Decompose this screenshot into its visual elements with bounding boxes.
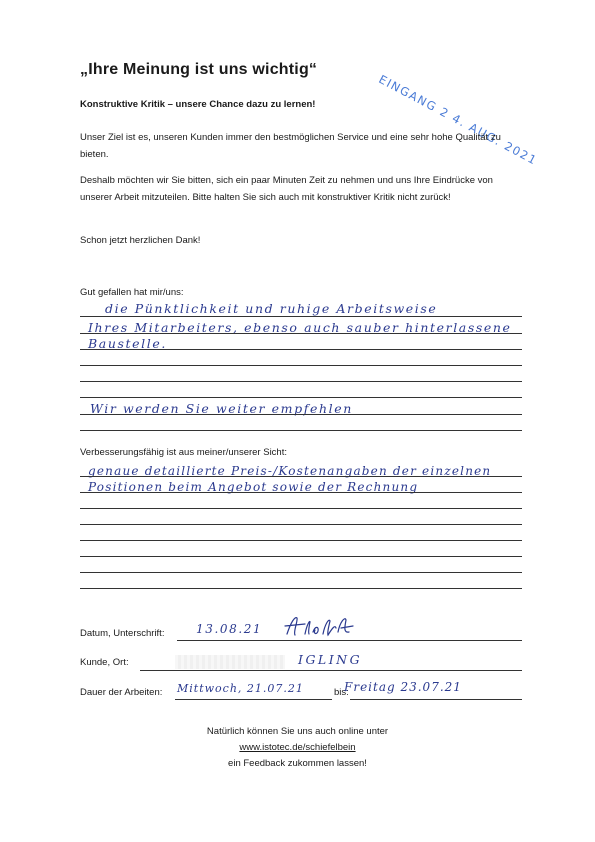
signature-image [283, 612, 358, 642]
improvement-label: Verbesserungsfähig ist aus meiner/unserer Sicht: [80, 447, 287, 458]
writing-line [80, 430, 522, 431]
writing-line [80, 556, 522, 557]
writing-line [80, 397, 522, 398]
writing-line [80, 333, 522, 334]
duration-from-line[interactable] [175, 699, 332, 700]
positive-line-2: Ihres Mitarbeiters, ebenso auch sauber hinterlassene [88, 320, 512, 335]
duration-label: Dauer der Arbeiten: [80, 687, 163, 698]
customer-place-line[interactable] [140, 670, 522, 671]
writing-line [80, 365, 522, 366]
writing-line [80, 524, 522, 525]
page-title: „Ihre Meinung ist uns wichtig“ [80, 61, 318, 78]
redacted-area [175, 655, 285, 669]
duration-from-value: Mittwoch, 21.07.21 [177, 682, 304, 695]
improve-line-2: Positionen beim Angebot sowie der Rechnung [88, 480, 419, 494]
positive-line-1: die Pünktlichkeit und ruhige Arbeitsweise [105, 301, 438, 316]
writing-line [80, 414, 522, 415]
writing-line [80, 540, 522, 541]
intro-paragraph: Unser Ziel ist es, unseren Kunden immer den bestmöglichen Service und eine sehr hohe Qualität zu bieten. [80, 132, 501, 160]
until-label: bis: [334, 687, 349, 698]
writing-line [80, 381, 522, 382]
writing-line [80, 492, 522, 493]
received-stamp: EINGANG 2 4. AUG. 2021 [376, 72, 540, 168]
writing-line [80, 572, 522, 573]
page-subtitle: Konstruktive Kritik – unsere Chance dazu zu lernen! [80, 99, 316, 110]
duration-to-value: Freitag 23.07.21 [344, 680, 462, 694]
writing-line [80, 588, 522, 589]
date-value: 13.08.21 [196, 622, 263, 636]
feedback-link[interactable]: www.istotec.de/schiefelbein [239, 742, 356, 753]
footer-line-1: Natürlich können Sie uns auch online unter [206, 726, 389, 737]
positive-line-4: Wir werden Sie weiter empfehlen [90, 401, 353, 416]
writing-line [80, 476, 522, 477]
customer-place-value: IGLING [298, 652, 363, 667]
date-signature-label: Datum, Unterschrift: [80, 628, 165, 639]
improve-line-1: genaue detaillierte Preis-/Kostenangaben der einzelnen [88, 464, 492, 478]
writing-line [80, 508, 522, 509]
request-paragraph: Deshalb möchten wir Sie bitten, sich ein paar Minuten Zeit zu nehmen und uns Ihre Eindrücke von unserer Arbeit mitzuteilen. Bitte halten Sie sich auch mit konstruktiver Kritik nicht zurück! [80, 175, 493, 203]
positive-line-3: Baustelle. [88, 336, 167, 351]
thanks-text: Schon jetzt herzlichen Dank! [80, 235, 201, 246]
footer-line-3: ein Feedback zukommen lassen! [228, 758, 367, 769]
writing-line [80, 316, 522, 317]
footer-link-wrap [0, 742, 595, 753]
customer-place-label: Kunde, Ort: [80, 657, 129, 668]
duration-to-line[interactable] [350, 699, 522, 700]
writing-line [80, 349, 522, 350]
positive-feedback-label: Gut gefallen hat mir/uns: [80, 287, 184, 298]
